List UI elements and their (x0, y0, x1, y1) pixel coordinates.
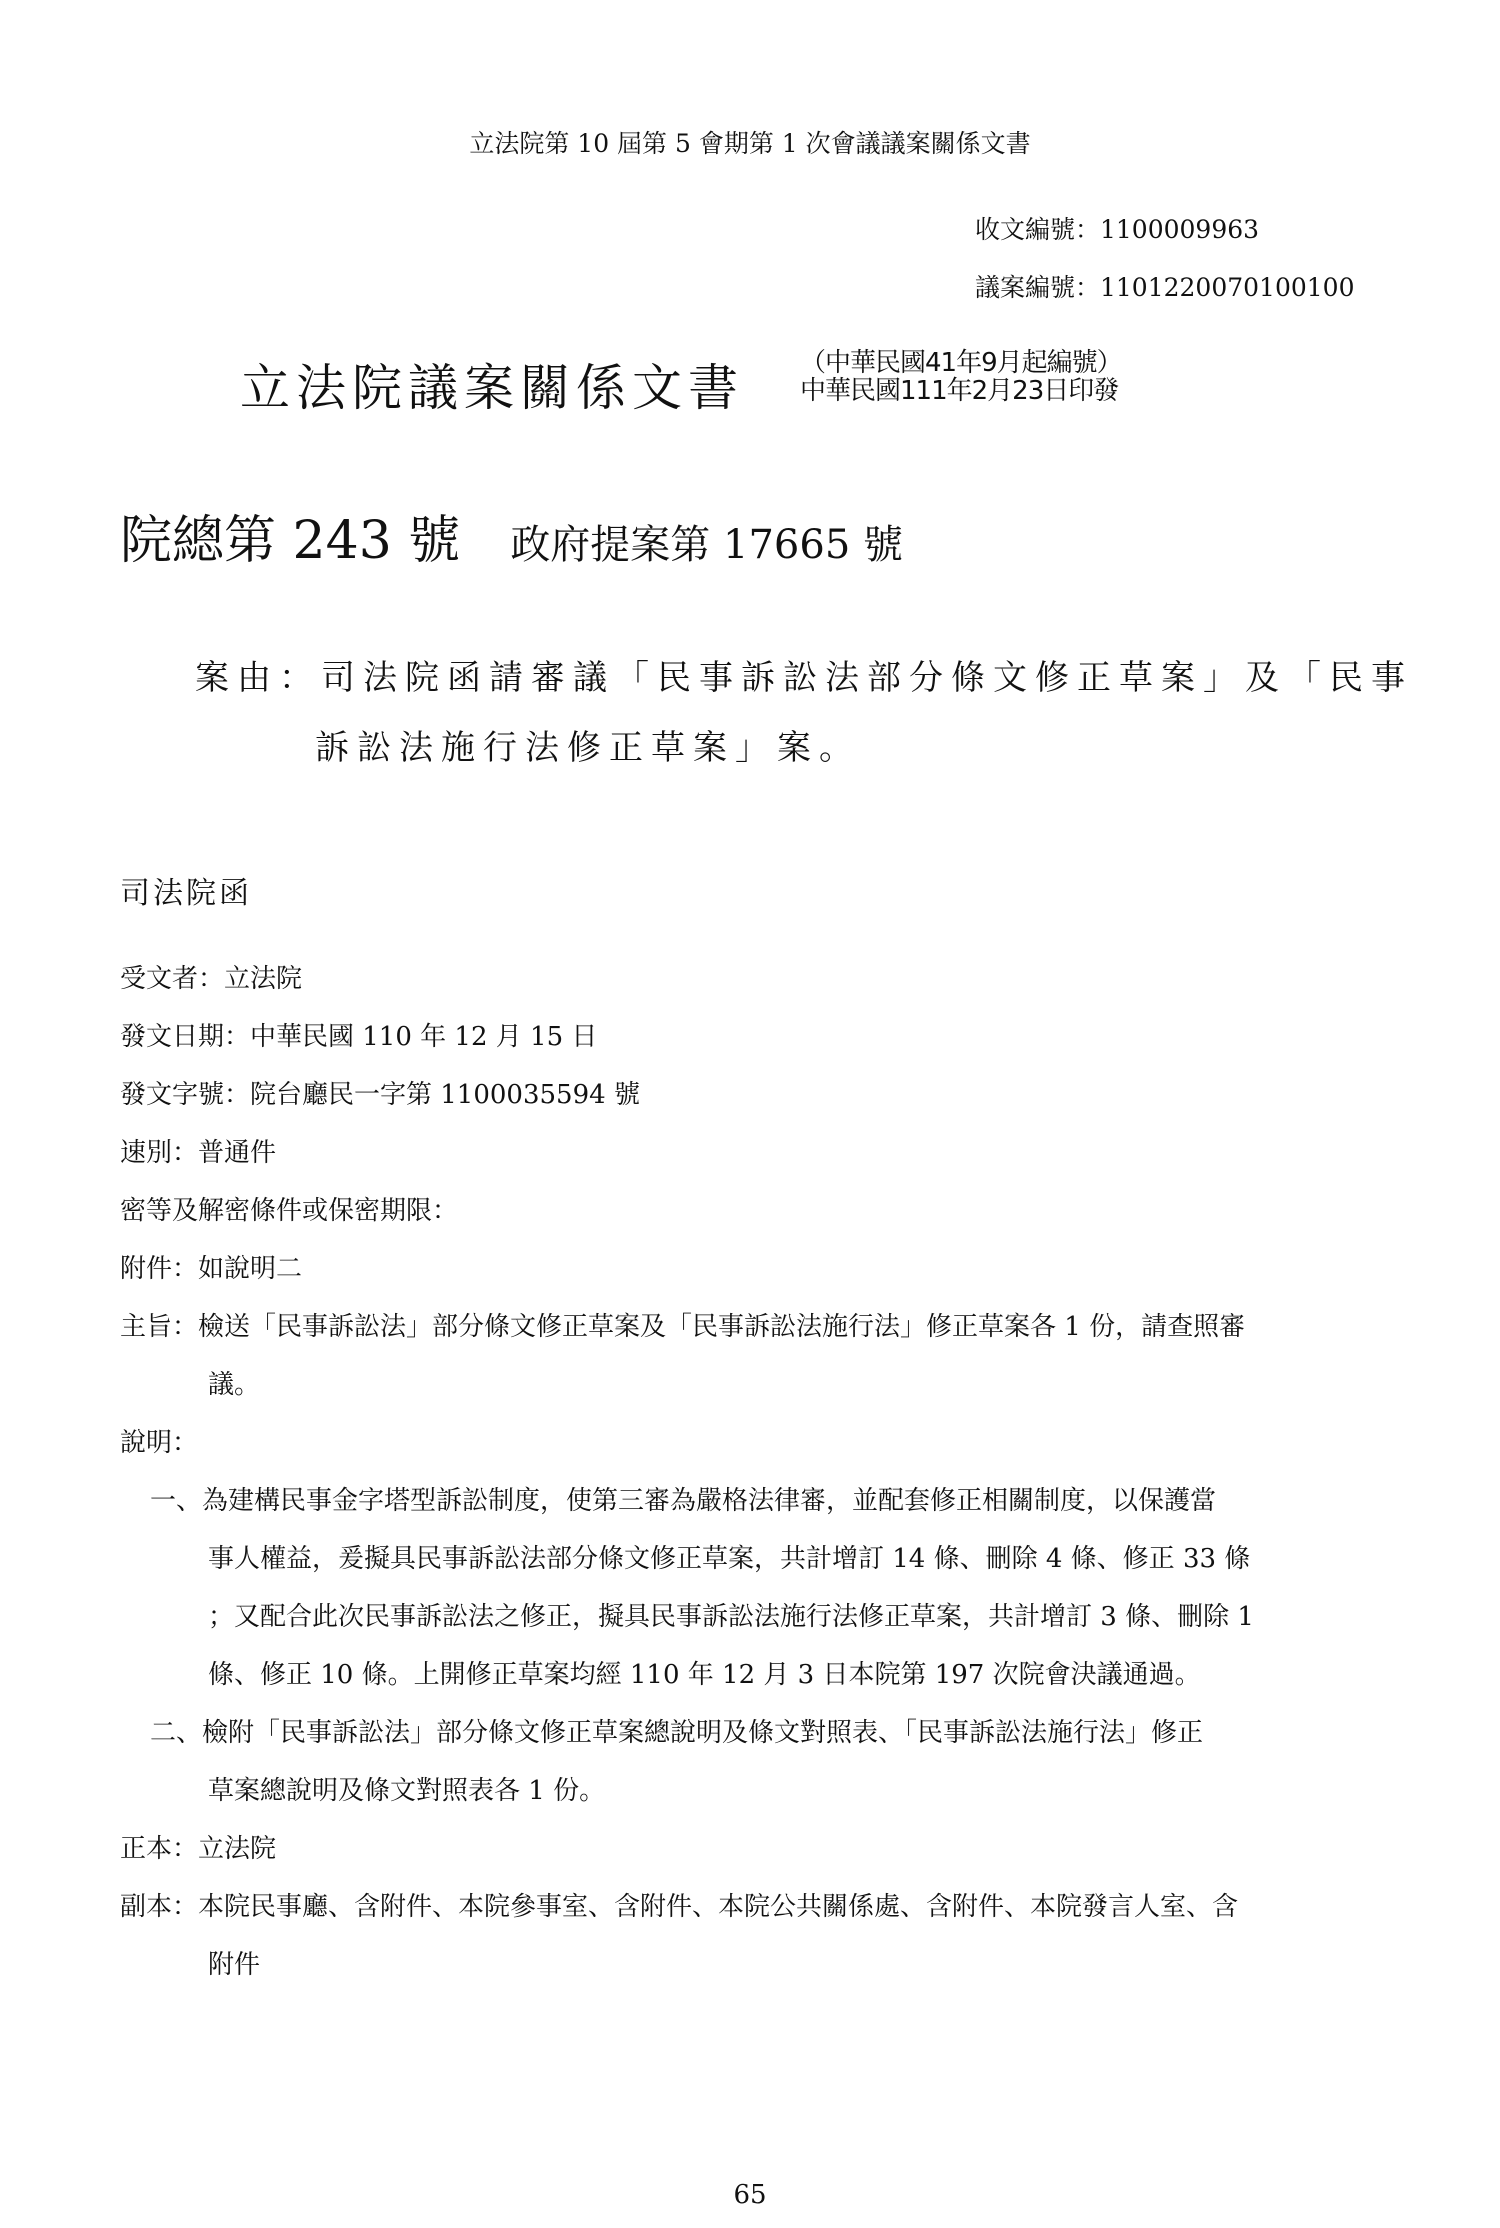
page-number: 65 (733, 2180, 767, 2210)
date-field: 發文日期：中華民國 110 年 12 月 15 日 (120, 1022, 598, 1052)
subject-line-2: 訴訟法施行法修正草案」案。 (315, 728, 861, 768)
original-recipient: 正本：立法院 (120, 1834, 277, 1864)
purpose-line-1: 主旨：檢送「民事訴訟法」部分條文修正草案及「民事訴訟法施行法」修正草案各 1 份，請查照審 (120, 1312, 1246, 1342)
house-number: 院總第 243 號 (120, 511, 461, 571)
doc-number-field: 發文字號：院台廳民一字第 1100035594 號 (120, 1080, 640, 1110)
numbering-note: （中華民國41年9月起編號） (800, 348, 1122, 378)
speed-field: 速別：普通件 (120, 1138, 277, 1168)
item1-line-1: 一、為建構民事金字塔型訴訟制度，使第三審為嚴格法律審，並配套修正相關制度，以保護當 (150, 1486, 1217, 1516)
attachment-field: 附件：如說明二 (120, 1254, 303, 1284)
secrecy-field: 密等及解密條件或保密期限： (120, 1196, 459, 1226)
copy-line-2: 附件 (208, 1950, 261, 1980)
item1-line-4: 條、修正 10 條。上開修正草案均經 110 年 12 月 3 日本院第 197 次院會決議通過。 (208, 1660, 1201, 1690)
copy-line-1: 副本：本院民事廳、含附件、本院參事室、含附件、本院公共關係處、含附件、本院發言人室、含 (120, 1892, 1239, 1922)
case-number-line (120, 498, 903, 573)
document-header: 立法院第 10 屆第 5 會期第 1 次會議議案關係文書 (469, 129, 1031, 158)
bill-number: 議案編號：1101220070100100 (975, 273, 1355, 302)
item2-line-1: 二、檢附「民事訴訟法」部分條文修正草案總說明及條文對照表、「民事訴訟法施行法」修正 (150, 1718, 1204, 1748)
item1-line-2: 事人權益，爰擬具民事訴訟法部分條文修正草案，共計增訂 14 條、刪除 4 條、修正 33 條 (208, 1544, 1251, 1574)
proposal-number: 政府提案第 17665 號 (510, 522, 903, 568)
print-date: 中華民國111年2月23日印發 (800, 376, 1119, 406)
explanation-label: 說明： (120, 1428, 199, 1458)
recipient-field: 受文者：立法院 (120, 964, 303, 994)
purpose-line-2: 議。 (208, 1370, 261, 1400)
subject-line-1: 案由：司法院函請審議「民事訴訟法部分條文修正草案」及「民事 (195, 658, 1413, 698)
sender-heading: 司法院函 (120, 876, 252, 911)
item1-line-3: ；又配合此次民事訴訟法之修正，擬具民事訴訟法施行法修正草案，共計增訂 3 條、刪除 1 (208, 1602, 1254, 1632)
document-title: 立法院議案關係文書 (240, 359, 744, 417)
receipt-number: 收文編號：1100009963 (975, 215, 1260, 244)
item2-line-2: 草案總說明及條文對照表各 1 份。 (208, 1776, 606, 1806)
